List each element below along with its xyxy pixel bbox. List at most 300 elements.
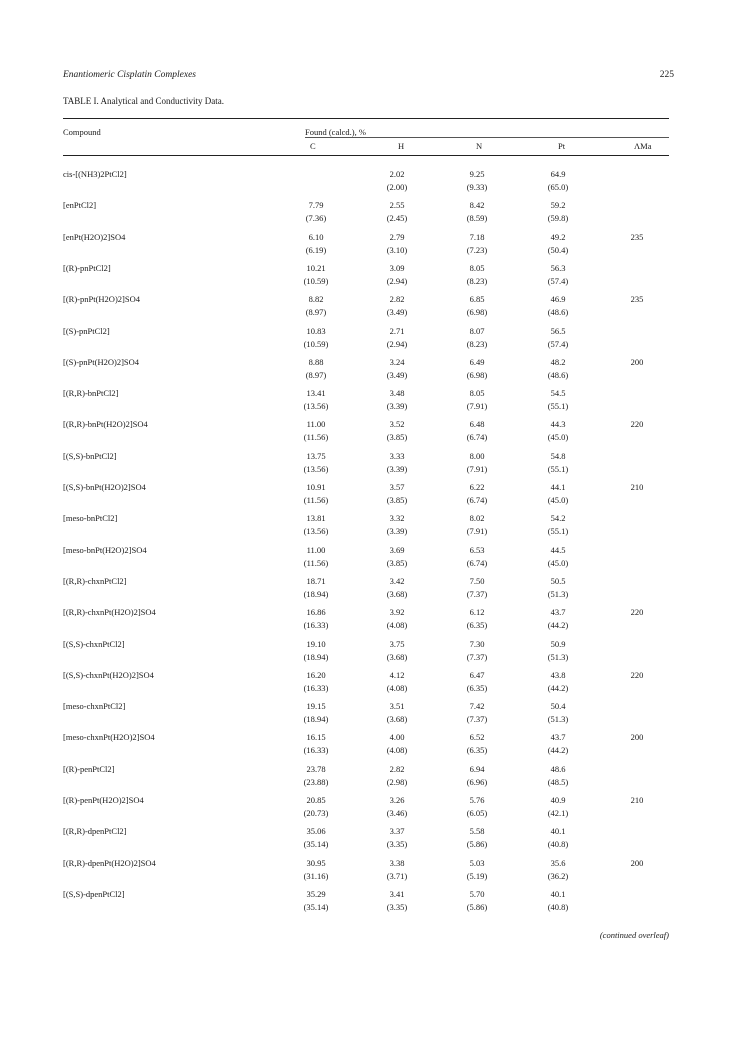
hydrogen-calcd: (3.35) [386,839,408,850]
nitrogen-value-cell [447,638,507,664]
hydrogen-value-cell [367,700,427,726]
compound-name: [(R,R)-bnPtCl2] [63,388,119,399]
hydrogen-value-cell [367,481,427,507]
compound-name: [(R,R)-dpenPtCl2] [63,826,127,837]
column-header-h: H [398,141,405,151]
hydrogen-value-cell [367,231,427,257]
nitrogen-found: 7.42 [469,701,485,712]
column-header-found-calcd: Found (calcd.), % [305,127,366,137]
platinum-calcd: (40.8) [547,901,569,912]
platinum-value-cell [528,325,588,351]
platinum-calcd: (36.2) [547,870,569,881]
carbon-value-cell [286,512,346,538]
hydrogen-value-cell [367,450,427,476]
hydrogen-calcd: (3.85) [386,495,408,505]
compound-name: [enPt(H2O)2]SO4 [63,231,126,242]
carbon-value-cell [286,575,346,601]
hydrogen-value-cell [367,794,427,820]
table-caption: TABLE I. Analytical and Conductivity Data. [63,96,224,106]
platinum-found: 46.9 [550,294,566,305]
carbon-calcd: (10.59) [303,275,329,286]
carbon-calcd: (8.97) [305,307,327,318]
carbon-found: 13.81 [306,513,326,524]
carbon-calcd: (23.88) [303,776,329,787]
platinum-value-cell [528,544,588,570]
platinum-calcd: (57.4) [547,338,569,349]
hydrogen-found: 3.69 [389,544,405,555]
table-row [0,481,737,509]
nitrogen-value-cell [447,262,507,288]
nitrogen-calcd: (7.37) [466,588,488,599]
carbon-found: 10.21 [306,262,326,273]
platinum-calcd: (42.1) [547,808,569,818]
nitrogen-value-cell [447,669,507,695]
hydrogen-calcd: (2.00) [386,182,408,192]
platinum-calcd: (44.2) [547,682,569,693]
nitrogen-found: 8.05 [469,388,485,399]
compound-name: [(R,R)-chxnPtCl2] [63,575,127,586]
compound-name: [(R)-penPtCl2] [63,763,115,774]
nitrogen-calcd: (6.74) [466,432,488,443]
nitrogen-found: 5.58 [469,826,485,837]
platinum-calcd: (51.3) [547,714,569,725]
nitrogen-found: 8.02 [469,513,485,524]
hydrogen-found: 2.71 [389,325,405,336]
nitrogen-value-cell [447,825,507,851]
carbon-calcd: (16.33) [303,682,329,693]
platinum-found: 64.9 [550,169,566,179]
nitrogen-found: 6.94 [469,763,485,774]
nitrogen-found: 5.76 [469,795,485,805]
nitrogen-calcd: (8.59) [466,213,488,224]
hydrogen-calcd: (3.85) [386,557,408,568]
hydrogen-value-cell [367,763,427,789]
hydrogen-found: 2.82 [389,294,405,305]
nitrogen-found: 9.25 [469,169,485,179]
platinum-found: 40.9 [550,795,566,805]
nitrogen-value-cell [447,544,507,570]
compound-name: [meso-bnPtCl2] [63,513,118,524]
nitrogen-value-cell [447,481,507,507]
compound-name: [(R)-pnPtCl2] [63,262,111,273]
platinum-value-cell [528,669,588,695]
table-row [0,544,737,572]
hydrogen-found: 2.55 [389,200,405,211]
carbon-calcd: (6.19) [305,244,327,255]
carbon-value-cell [286,638,346,664]
hydrogen-value-cell [367,262,427,288]
platinum-value-cell [528,199,588,225]
compound-name: [meso-bnPt(H2O)2]SO4 [63,544,147,555]
nitrogen-value-cell [447,356,507,382]
carbon-value-cell [286,731,346,757]
nitrogen-calcd: (6.35) [466,745,488,756]
hydrogen-calcd: (3.39) [386,526,408,537]
nitrogen-value-cell [447,418,507,444]
hydrogen-calcd: (3.10) [386,244,408,255]
platinum-found: 50.5 [550,575,566,586]
nitrogen-calcd: (6.35) [466,620,488,631]
hydrogen-calcd: (4.08) [386,620,408,631]
hydrogen-value-cell [367,293,427,319]
platinum-value-cell [528,731,588,757]
compound-name: [(S)-pnPtCl2] [63,325,110,336]
platinum-found: 44.3 [550,419,566,430]
carbon-found: 18.71 [306,575,326,586]
nitrogen-calcd: (6.74) [466,495,488,505]
hydrogen-found: 3.48 [389,388,405,399]
nitrogen-calcd: (7.37) [466,651,488,662]
nitrogen-value-cell [447,325,507,351]
carbon-found: 23.78 [306,763,326,774]
nitrogen-calcd: (5.86) [466,901,488,912]
carbon-value-cell [286,857,346,883]
platinum-value-cell [528,638,588,664]
carbon-found: 16.86 [306,607,326,618]
nitrogen-calcd: (7.37) [466,714,488,725]
carbon-calcd: (31.16) [303,870,329,881]
table-row [0,669,737,697]
platinum-value-cell [528,575,588,601]
carbon-found: 13.41 [306,388,326,399]
compound-name: [(R)-penPt(H2O)2]SO4 [63,795,144,805]
carbon-calcd: (8.97) [305,369,327,380]
platinum-found: 48.2 [550,356,566,367]
carbon-value-cell [286,763,346,789]
carbon-value-cell [286,825,346,851]
nitrogen-calcd: (6.96) [466,776,488,787]
nitrogen-value-cell [447,731,507,757]
table-row [0,763,737,791]
hydrogen-calcd: (3.68) [386,714,408,725]
molar-conductivity-value: 200 [630,356,644,367]
carbon-calcd: (13.56) [303,526,329,537]
nitrogen-found: 5.70 [469,888,485,899]
carbon-calcd: (13.56) [303,401,329,412]
hydrogen-value-cell [367,168,427,194]
carbon-value-cell [286,888,346,914]
table-row [0,168,737,196]
carbon-value-cell [286,794,346,820]
table-row [0,794,737,822]
platinum-value-cell [528,512,588,538]
nitrogen-calcd: (8.23) [466,275,488,286]
platinum-value-cell [528,700,588,726]
carbon-value-cell [286,481,346,507]
molar-conductivity-value: 220 [630,669,644,680]
hydrogen-value-cell [367,731,427,757]
platinum-value-cell [528,418,588,444]
hydrogen-calcd: (3.39) [386,401,408,412]
compound-name: [meso-chxnPt(H2O)2]SO4 [63,732,155,743]
molar-conductivity-value: 200 [630,732,644,743]
hydrogen-found: 3.33 [389,450,405,461]
carbon-value-cell [286,231,346,257]
hydrogen-calcd: (4.08) [386,745,408,756]
carbon-found: 11.00 [306,544,326,555]
nitrogen-found: 8.00 [469,450,485,461]
compound-name: [meso-chxnPtCl2] [63,701,126,712]
table-row [0,199,737,227]
carbon-found: 30.95 [306,857,326,868]
platinum-value-cell [528,794,588,820]
platinum-value-cell [528,356,588,382]
carbon-found: 8.88 [308,356,324,367]
carbon-found: 16.20 [306,669,326,680]
carbon-value-cell [286,606,346,632]
platinum-found: 35.6 [550,857,566,868]
hydrogen-found: 3.09 [389,262,405,273]
platinum-found: 49.2 [550,231,566,242]
molar-conductivity-value: 235 [630,294,644,305]
carbon-calcd: (7.36) [305,213,327,224]
table-row [0,387,737,415]
nitrogen-found: 6.47 [469,669,485,680]
nitrogen-found: 5.03 [469,857,485,868]
nitrogen-calcd: (7.91) [466,526,488,537]
column-header-pt: Pt [558,141,566,151]
hydrogen-value-cell [367,638,427,664]
nitrogen-value-cell [447,168,507,194]
hydrogen-calcd: (2.45) [386,213,408,224]
carbon-value-cell [286,199,346,225]
table-row [0,888,737,916]
table-row [0,418,737,446]
nitrogen-value-cell [447,293,507,319]
hydrogen-value-cell [367,325,427,351]
nitrogen-calcd: (7.91) [466,401,488,412]
carbon-found: 6.10 [308,231,324,242]
carbon-calcd: (11.56) [303,432,329,443]
nitrogen-value-cell [447,231,507,257]
molar-conductivity-value: 210 [630,482,644,492]
compound-name: [(R)-pnPt(H2O)2]SO4 [63,294,140,305]
hydrogen-found: 3.52 [389,419,405,430]
platinum-found: 43.8 [550,669,566,680]
platinum-calcd: (57.4) [547,275,569,286]
nitrogen-found: 6.52 [469,732,485,743]
platinum-calcd: (45.0) [547,432,569,443]
nitrogen-found: 6.53 [469,544,485,555]
platinum-found: 43.7 [550,607,566,618]
hydrogen-found: 3.41 [389,888,405,899]
compound-name: [(S,S)-chxnPt(H2O)2]SO4 [63,669,154,680]
carbon-calcd: (18.94) [303,588,329,599]
nitrogen-calcd: (6.98) [466,369,488,380]
carbon-value-cell [286,669,346,695]
platinum-calcd: (48.5) [547,776,569,787]
platinum-value-cell [528,293,588,319]
carbon-value-cell [286,700,346,726]
hydrogen-value-cell [367,418,427,444]
table-row [0,450,737,478]
platinum-found: 56.5 [550,325,566,336]
hydrogen-found: 3.42 [389,575,405,586]
nitrogen-value-cell [447,606,507,632]
platinum-value-cell [528,857,588,883]
hydrogen-value-cell [367,575,427,601]
carbon-found: 20.85 [306,795,326,805]
platinum-found: 59.2 [550,200,566,211]
platinum-found: 44.5 [550,544,566,555]
hydrogen-calcd: (2.94) [386,275,408,286]
hydrogen-value-cell [367,888,427,914]
compound-name: [(R,R)-chxnPt(H2O)2]SO4 [63,607,156,618]
table-row [0,857,737,885]
molar-conductivity-value: 210 [630,795,644,805]
molar-conductivity-value: 220 [630,607,644,618]
carbon-calcd: (35.14) [303,839,329,850]
molar-conductivity-value: 220 [630,419,644,430]
platinum-found: 40.1 [550,888,566,899]
table-row [0,512,737,540]
platinum-calcd: (65.0) [547,182,569,192]
hydrogen-calcd: (4.08) [386,682,408,693]
nitrogen-calcd: (5.19) [466,870,488,881]
hydrogen-found: 3.92 [389,607,405,618]
carbon-found: 16.15 [306,732,326,743]
carbon-calcd: (11.56) [303,557,329,568]
nitrogen-found: 8.42 [469,200,485,211]
molar-conductivity-value: 200 [630,857,644,868]
compound-name: [(S,S)-bnPtCl2] [63,450,117,461]
carbon-calcd: (13.56) [303,463,329,474]
nitrogen-value-cell [447,700,507,726]
hydrogen-found: 2.79 [389,231,405,242]
hydrogen-value-cell [367,857,427,883]
platinum-found: 43.7 [550,732,566,743]
platinum-calcd: (55.1) [547,526,569,537]
carbon-calcd: (10.59) [303,338,329,349]
compound-name: [(S,S)-bnPt(H2O)2]SO4 [63,482,146,492]
hydrogen-found: 3.32 [389,513,405,524]
table-row [0,325,737,353]
platinum-calcd: (40.8) [547,839,569,850]
nitrogen-calcd: (6.74) [466,557,488,568]
nitrogen-value-cell [447,794,507,820]
table-row [0,606,737,634]
table-row [0,575,737,603]
carbon-found: 13.75 [306,450,326,461]
platinum-calcd: (59.8) [547,213,569,224]
hydrogen-value-cell [367,512,427,538]
nitrogen-value-cell [447,575,507,601]
platinum-calcd: (45.0) [547,557,569,568]
carbon-value-cell [286,418,346,444]
carbon-found: 19.15 [306,701,326,712]
nitrogen-calcd: (9.33) [466,182,488,192]
hydrogen-found: 3.26 [389,795,405,805]
hydrogen-calcd: (2.94) [386,338,408,349]
platinum-found: 44.1 [550,482,566,492]
compound-name: [(R,R)-dpenPt(H2O)2]SO4 [63,857,156,868]
carbon-value-cell [286,450,346,476]
carbon-calcd: (16.33) [303,620,329,631]
platinum-value-cell [528,763,588,789]
platinum-calcd: (48.6) [547,369,569,380]
hydrogen-found: 2.82 [389,763,405,774]
platinum-value-cell [528,481,588,507]
platinum-calcd: (44.2) [547,745,569,756]
carbon-found: 35.06 [306,826,326,837]
nitrogen-calcd: (6.35) [466,682,488,693]
column-header-compound: Compound [63,127,101,137]
nitrogen-found: 6.22 [469,482,485,492]
platinum-found: 54.8 [550,450,566,461]
nitrogen-value-cell [447,888,507,914]
continued-note: (continued overleaf) [599,930,669,940]
platinum-found: 50.4 [550,701,566,712]
carbon-calcd: (35.14) [303,901,329,912]
page-number: 225 [659,70,674,80]
nitrogen-calcd: (6.05) [466,808,488,818]
carbon-found: 35.29 [306,888,326,899]
nitrogen-value-cell [447,199,507,225]
nitrogen-found: 6.12 [469,607,485,618]
carbon-found: 19.10 [306,638,326,649]
carbon-found: 10.83 [306,325,326,336]
column-header-molar-conductivity: ΛMa [634,141,652,151]
nitrogen-found: 7.50 [469,575,485,586]
compound-name: [(S,S)-chxnPtCl2] [63,638,125,649]
compound-name: cis-[(NH3)2PtCl2] [63,169,127,179]
table-row [0,262,737,290]
carbon-found: 10.91 [306,482,326,492]
nitrogen-calcd: (7.91) [466,463,488,474]
molar-conductivity-value: 235 [630,231,644,242]
carbon-value-cell [286,325,346,351]
hydrogen-found: 4.00 [389,732,405,743]
hydrogen-calcd: (3.68) [386,651,408,662]
hydrogen-value-cell [367,387,427,413]
nitrogen-found: 8.05 [469,262,485,273]
hydrogen-calcd: (3.85) [386,432,408,443]
nitrogen-value-cell [447,512,507,538]
hydrogen-calcd: (3.49) [386,369,408,380]
hydrogen-value-cell [367,356,427,382]
nitrogen-found: 6.85 [469,294,485,305]
platinum-found: 40.1 [550,826,566,837]
platinum-calcd: (55.1) [547,401,569,412]
compound-name: [enPtCl2] [63,200,97,211]
hydrogen-calcd: (2.98) [386,776,408,787]
nitrogen-value-cell [447,763,507,789]
carbon-found: 8.82 [308,294,324,305]
platinum-found: 54.5 [550,388,566,399]
column-header-n: N [476,141,483,151]
hydrogen-calcd: (3.35) [386,901,408,912]
platinum-value-cell [528,231,588,257]
hydrogen-calcd: (3.68) [386,588,408,599]
platinum-calcd: (45.0) [547,495,569,505]
nitrogen-value-cell [447,857,507,883]
carbon-calcd: (18.94) [303,651,329,662]
nitrogen-calcd: (5.86) [466,839,488,850]
platinum-calcd: (50.4) [547,244,569,255]
platinum-calcd: (55.1) [547,463,569,474]
nitrogen-found: 6.48 [469,419,485,430]
nitrogen-value-cell [447,450,507,476]
table-row [0,231,737,259]
nitrogen-value-cell [447,387,507,413]
carbon-calcd: (20.73) [303,808,329,818]
hydrogen-found: 4.12 [389,669,405,680]
hydrogen-calcd: (3.46) [386,808,408,818]
hydrogen-value-cell [367,825,427,851]
carbon-found: 7.79 [308,200,324,211]
table-row [0,825,737,853]
compound-name: [(S)-pnPt(H2O)2]SO4 [63,356,140,367]
